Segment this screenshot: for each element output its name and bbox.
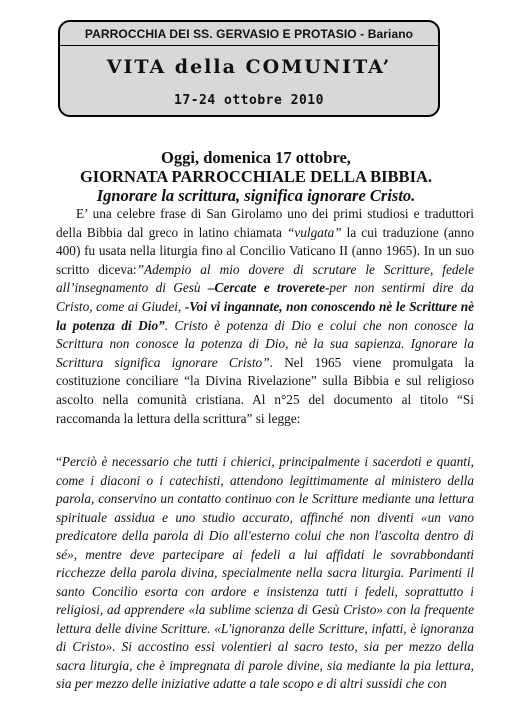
open-quote-mark: “	[56, 454, 62, 469]
issue-dates: 17-24 ottobre 2010	[174, 93, 324, 108]
intro-paragraph	[56, 205, 474, 428]
quote-part-1: ”Adempio al mio dovere di scrutare le Scritture, fedele all’insegnamento di Gesù	[56, 261, 474, 296]
intro-text-1: E’ una celebre frase di San Girolamo uno dei primi studiosi e traduttori della Bibbia dal greco in latino chiamata	[56, 206, 474, 240]
heading-line-motto: Ignorare la scrittura, significa ignorare Cristo.	[96, 186, 416, 205]
article-heading	[60, 148, 452, 205]
heading-line-title: GIORNATA PARROCCHIALE DELLA BIBBIA.	[79, 167, 433, 186]
quote-bold-2: -Voi vi ingannate, non conoscendo nè le Scritture nè la potenza di Dio”	[56, 298, 474, 333]
quote-bold-1: –Cercate e troverete-	[207, 280, 330, 296]
quote-part-2: per non sentirmi dire da Cristo, come ai Giudei,	[56, 280, 474, 314]
vulgata-term: “vulgata”	[286, 224, 342, 240]
newsletter-title: VITA della COMUNITA’	[106, 56, 392, 78]
intro-text-2: la cui traduzione (anno 400) fu usata nella liturgia fino al Concilio Vaticano II (anno 1965). In un suo scritto diceva:	[56, 224, 474, 277]
council-quote-text: Perciò è necessario che tutti i chierici, principalmente i sacerdoti e quanti, come i diaconi o i catechisti, attendono legittimamente al ministero della parola, conservino un contatto continuo con le Scritture mediante una lettura spirituale assidua e uno studio accurato, affinché non diventi «un vano predicatore della parola di Dio all'esterno colui che non l'ascolta dentro di sé», mentre deve partecipare ai fedeli a lui affidati le sovrabbondanti ricchezze della parola divina, specialmente nella sacra liturgia. Parimenti il santo Concilio esorta con ardore e insistenza tutti i fedeli, soprattutto i religiosi, ad apprendere «la sublime scienza di Gesù Cristo» con la frequente lettura delle divine Scritture. «L'ignoranza delle Scritture, infatti, è ignoranza di Cristo». Si accostino essi volentieri al sacro testo, sia per mezzo della sacra liturgia, che è impregnata di parole divine, sia mediante la pia lettura, sia per mezzo delle iniziative adatte a tale scopo e di altri sussidi che con	[56, 454, 474, 691]
heading-line-date: Oggi, domenica 17 ottobre,	[161, 148, 351, 167]
header-divider	[59, 45, 439, 46]
council-quote-paragraph	[56, 453, 474, 694]
quote-part-3: . Cristo è potenza di Dio e colui che non conosce la Scrittura non conosce la potenza di Dio, nè la sua sapienza. Ignorare la Scrittura significa ignorare Cristo”	[56, 317, 474, 370]
intro-text-3: . Nel 1965 viene promulgata la costituzione conciliare “la Divina Rivelazione” sulla Bibbia e sul religioso ascolto nella comunità cristiana. Al n°25 del documento al titolo “Si raccomanda la lettura della scrittura” si legge:	[56, 354, 475, 426]
masthead-box	[58, 20, 440, 117]
parish-name: PARROCCHIA DEI SS. GERVASIO E PROTASIO - Bariano	[84, 27, 414, 41]
